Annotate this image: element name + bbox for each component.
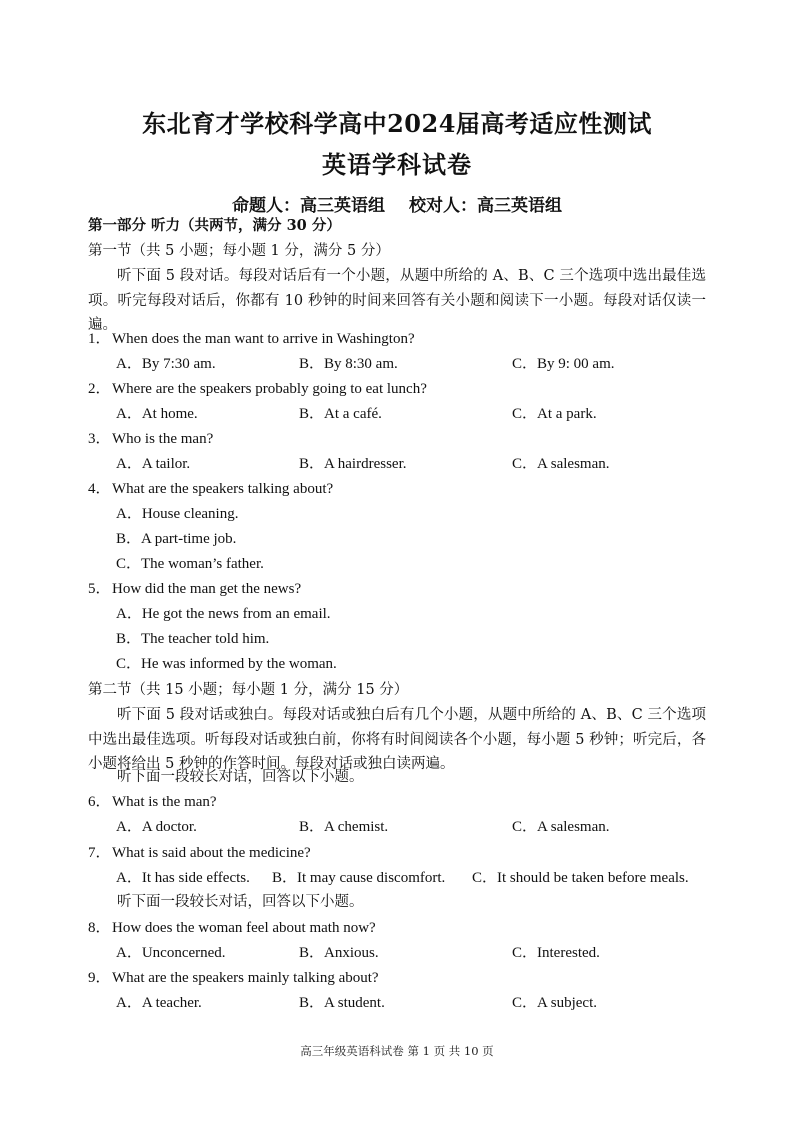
option-b[interactable]: B．A hairdresser. — [299, 456, 407, 472]
question-7 — [88, 843, 311, 863]
section2-note: 听下面一段较长对话，回答以下小题。 — [117, 894, 364, 910]
question-text: What are the speakers mainly talking about? — [112, 970, 379, 986]
question-8 — [88, 918, 376, 938]
question-number: 5． — [88, 581, 111, 597]
question-text: How does the woman feel about math now? — [112, 920, 376, 936]
option-c[interactable]: C．A subject. — [512, 995, 597, 1011]
option-a[interactable]: A．At home. — [116, 406, 198, 422]
section2-note: 听下面一段较长对话，回答以下小题。 — [117, 769, 364, 785]
authors-line — [0, 191, 794, 216]
question-4 — [88, 479, 333, 499]
question-number: 3． — [88, 431, 111, 447]
option-c[interactable]: C．He was informed by the woman. — [116, 656, 337, 672]
option-b[interactable]: B．A student. — [299, 995, 385, 1011]
option-c[interactable]: C．The woman’s father. — [116, 556, 264, 572]
option-a[interactable]: A．He got the news from an email. — [116, 606, 331, 622]
part1-heading: 第一部分 听力（共两节，满分 30 分） — [88, 217, 341, 234]
option-c[interactable]: C．By 9: 00 am. — [512, 356, 615, 372]
question-text: What is the man? — [112, 794, 217, 810]
section2-heading: 第二节（共 15 小题；每小题 1 分，满分 15 分） — [88, 682, 409, 698]
option-b[interactable]: B．Anxious. — [299, 945, 379, 961]
option-c[interactable]: C．Interested. — [512, 945, 600, 961]
section2-instructions: 听下面 5 段对话或独白。每段对话或独白后有几个小题，从题中所给的 A、B、C 三个选项中选出最佳选项。听每段对话或独白前，你将有时间阅读各个小题，每小题 5 秒钟；听完后，各小题将给出 5 秒钟的作答时间。每段对话或独白读两遍。 — [88, 707, 706, 772]
option-b[interactable]: B．By 8:30 am. — [299, 356, 398, 372]
question-text: When does the man want to arrive in Washington? — [112, 331, 415, 347]
question-1 — [88, 329, 415, 349]
question-2 — [88, 379, 427, 399]
option-c[interactable]: C．A salesman. — [512, 456, 610, 472]
option-c[interactable]: C．At a park. — [512, 406, 597, 422]
exam-title: 东北育才学校科学高中2024届高考适应性测试 — [142, 109, 652, 138]
option-a[interactable]: A．Unconcerned. — [116, 945, 226, 961]
exam-subtitle: 英语学科试卷 — [322, 150, 472, 179]
option-b[interactable]: B．A chemist. — [299, 819, 389, 835]
page-footer: 高三年级英语科试卷 第 1 页 共 10 页 — [300, 1044, 494, 1058]
setter-label: 命题人：高三英语组 — [232, 196, 385, 216]
option-a[interactable]: A．By 7:30 am. — [116, 356, 216, 372]
question-text: What are the speakers talking about? — [112, 481, 334, 497]
section1-instructions: 听下面 5 段对话。每段对话后有一个小题，从题中所给的 A、B、C 三个选项中选出最佳选项。听完每段对话后，你都有 10 秒钟的时间来回答有关小题和阅读下一小题。每段对话仅读一遍。 — [88, 268, 706, 333]
checker-label: 校对人：高三英语组 — [409, 196, 562, 216]
question-number: 6． — [88, 794, 111, 810]
option-b[interactable]: B．A part-time job. — [116, 531, 237, 547]
question-number: 1． — [88, 331, 111, 347]
option-b[interactable]: B．At a café. — [299, 406, 382, 422]
question-text: What is said about the medicine? — [112, 845, 311, 861]
question-text: How did the man get the news? — [112, 581, 302, 597]
section1-heading: 第一节（共 5 小题；每小题 1 分，满分 5 分） — [88, 243, 390, 259]
question-number: 7． — [88, 845, 111, 861]
option-a[interactable]: A．A tailor. — [116, 456, 191, 472]
question-6 — [88, 792, 217, 812]
question-number: 2． — [88, 381, 111, 397]
question-text: Where are the speakers probably going to eat lunch? — [112, 381, 427, 397]
question-5 — [88, 579, 301, 599]
option-a[interactable]: A．It has side effects. — [116, 870, 250, 886]
option-a[interactable]: A．House cleaning. — [116, 506, 239, 522]
question-number: 8． — [88, 920, 111, 936]
question-3 — [88, 429, 213, 449]
question-text: Who is the man? — [112, 431, 214, 447]
option-c[interactable]: C．A salesman. — [512, 819, 610, 835]
option-b[interactable]: B．The teacher told him. — [116, 631, 270, 647]
question-number: 4． — [88, 481, 111, 497]
option-b[interactable]: B．It may cause discomfort. — [272, 870, 446, 886]
question-9 — [88, 968, 379, 988]
option-a[interactable]: A．A doctor. — [116, 819, 197, 835]
option-a[interactable]: A．A teacher. — [116, 995, 202, 1011]
question-number: 9． — [88, 970, 111, 986]
option-c[interactable]: C．It should be taken before meals. — [472, 870, 689, 886]
